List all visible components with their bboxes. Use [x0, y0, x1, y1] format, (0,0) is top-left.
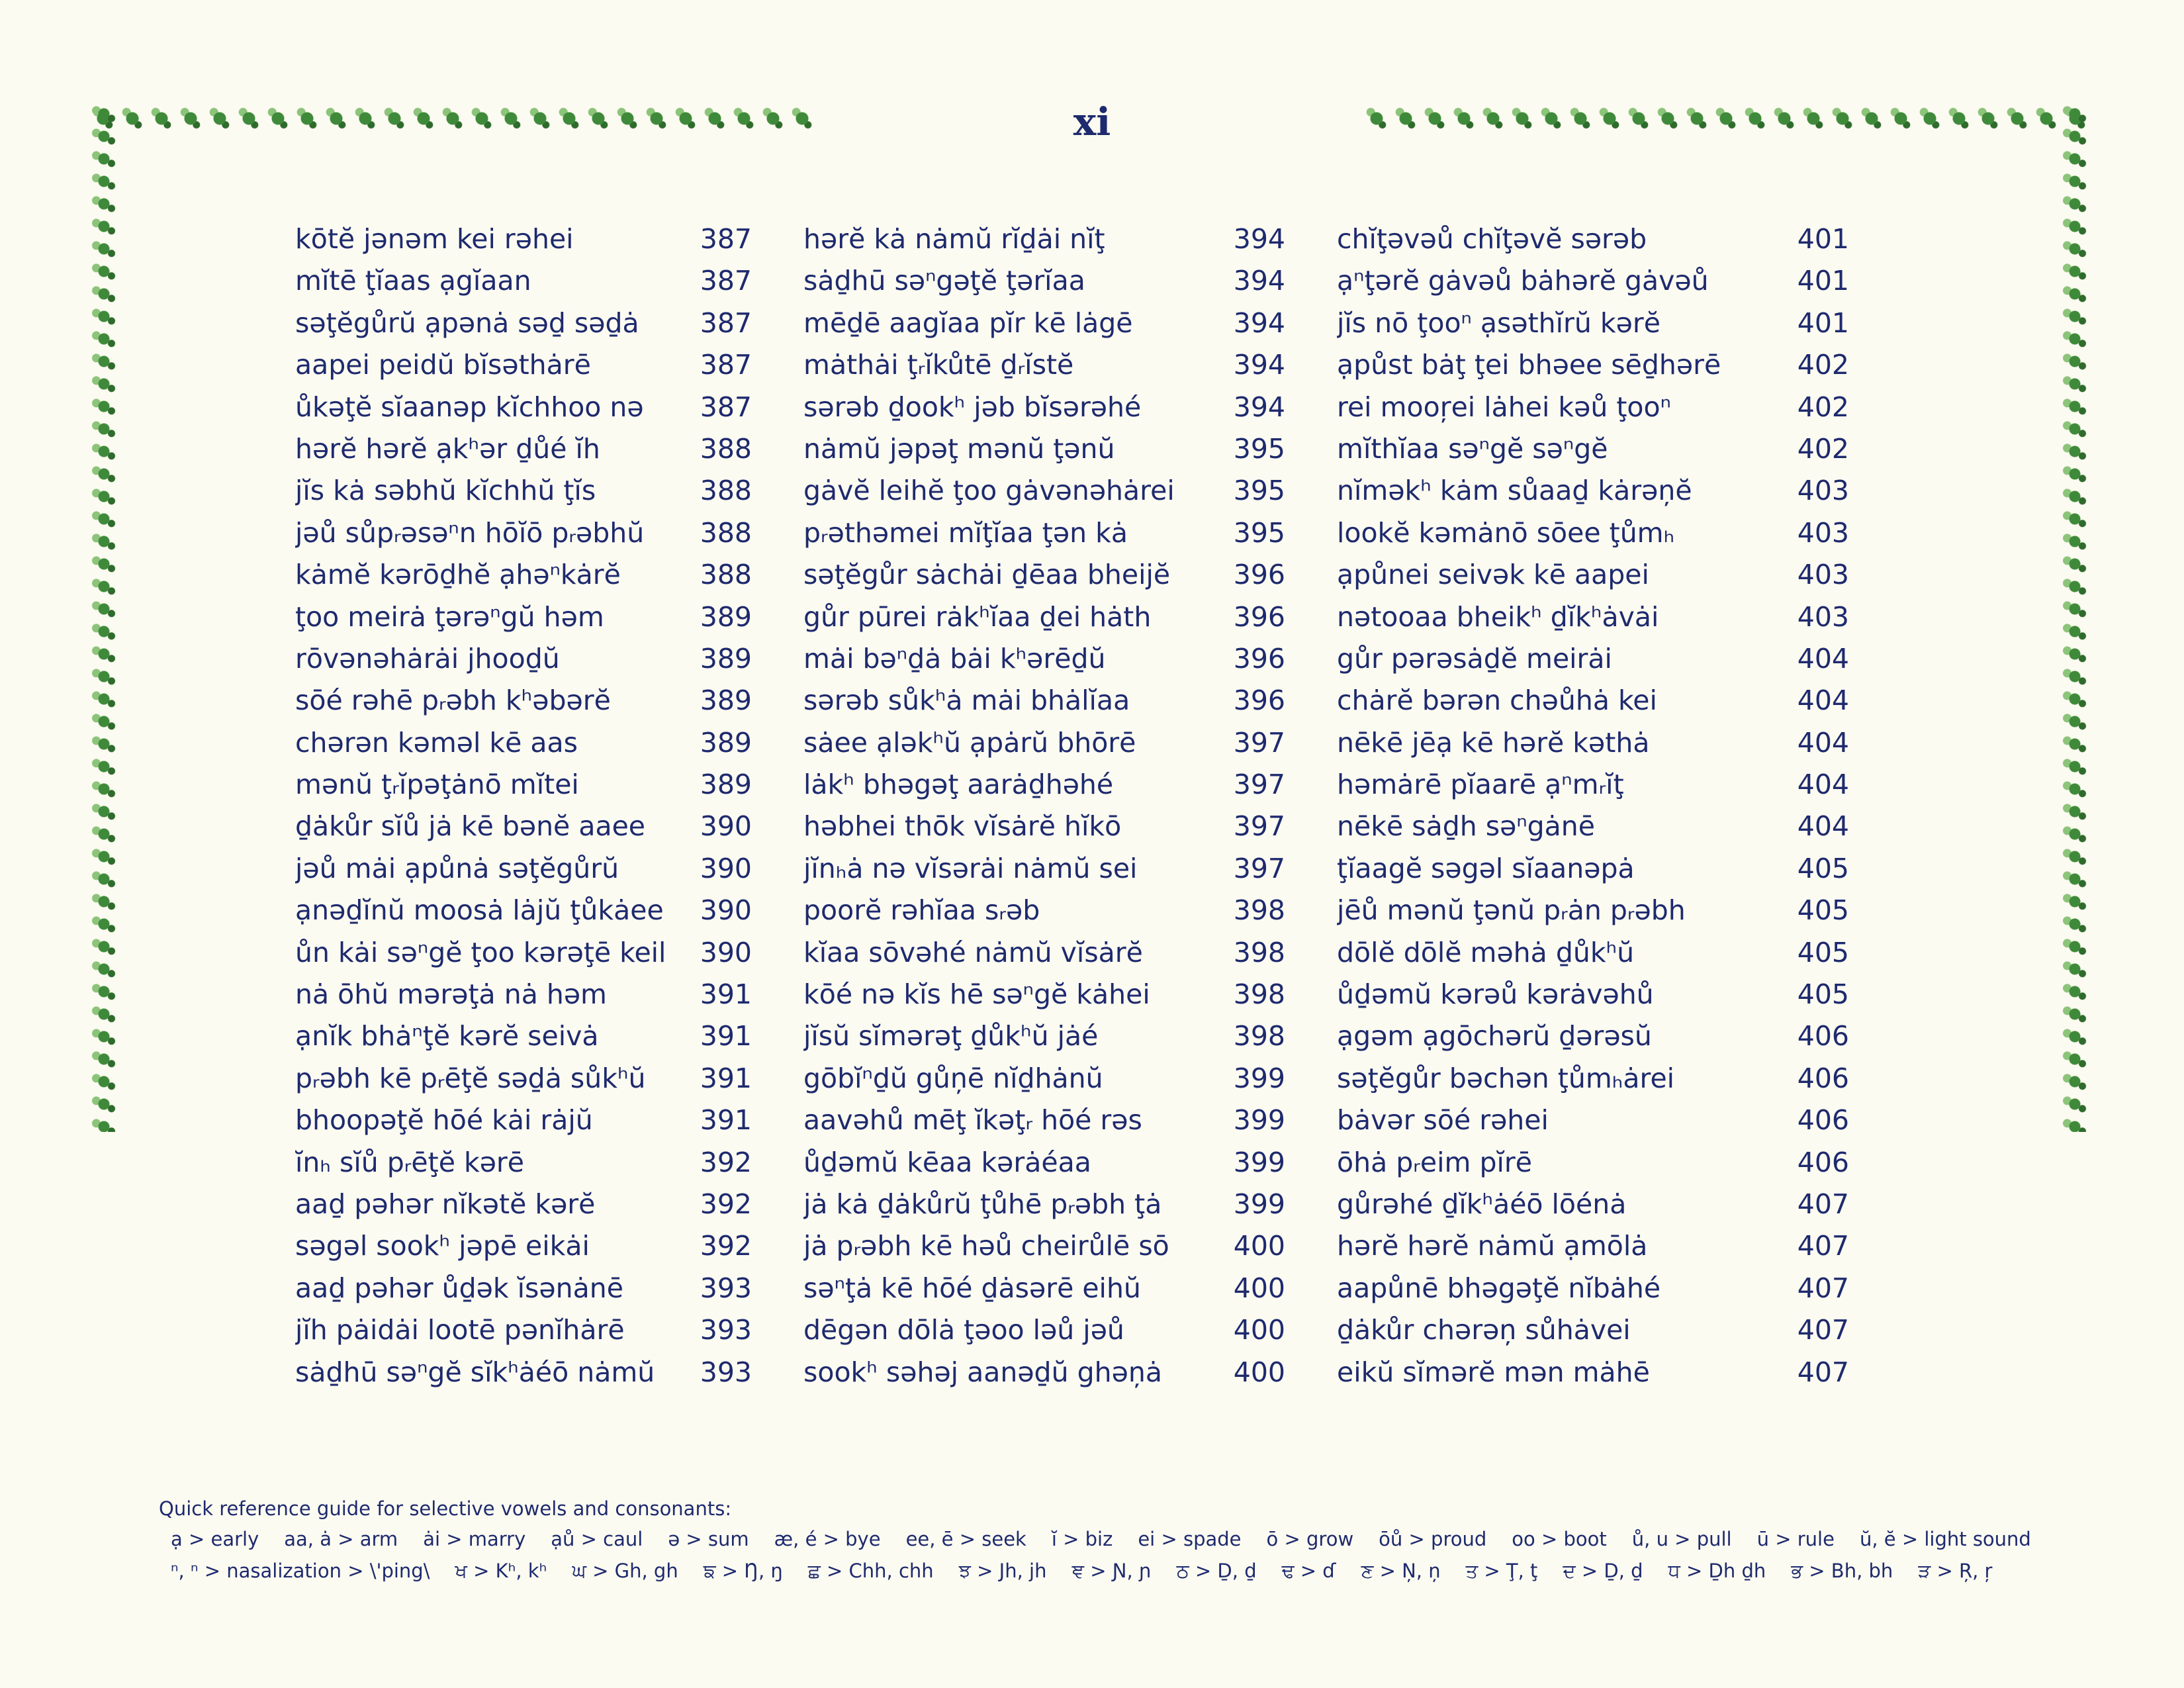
index-entry — [1337, 428, 1849, 470]
entry-title: ạpůnei seivək kē aapei — [1337, 559, 1649, 591]
entry-page-number: 389 — [700, 726, 752, 759]
index-entry — [1337, 722, 1849, 764]
index-entry — [1337, 638, 1849, 680]
entry-title: həbhei thōk vĭsȧrĕ hĭkō — [803, 810, 1122, 843]
entry-page-number: 396 — [1233, 559, 1285, 591]
entry-title: nȧmŭ jəpəţ mənŭ ţənŭ — [803, 432, 1115, 465]
entry-page-number: 392 — [700, 1230, 752, 1262]
entry-title: hərĕ hərĕ ạkʰər ḏůé ĭh — [295, 432, 600, 465]
entry-title: nēkē jēạ kē hərĕ kəthȧ — [1337, 726, 1650, 759]
entry-title: səţĕgůr bəchən ţůmₕȧrei — [1337, 1062, 1675, 1094]
index-entry — [1337, 303, 1849, 344]
entry-title: jĭnₕȧ nə vĭsərȧi nȧmŭ sei — [803, 852, 1138, 884]
index-entry — [803, 1184, 1285, 1225]
entry-page-number: 397 — [1233, 769, 1285, 801]
entry-title: mȧi bəⁿḏȧ bȧi kʰərēḏŭ — [803, 642, 1106, 675]
entry-title: jĭs kȧ səbhŭ kĭchhŭ ţĭs — [295, 475, 596, 507]
entry-title: kĭaa sōvəhé nȧmŭ vĭsȧrĕ — [803, 936, 1143, 968]
entry-page-number: 407 — [1797, 1230, 1849, 1262]
entry-title: nēkē sȧḏh səⁿgȧnē — [1337, 810, 1596, 843]
entry-title: sərəb ḏookʰ jəb bĭsərəhé — [803, 391, 1142, 423]
entry-title: mənŭ ţᵣĭpəţȧnō mĭtei — [295, 769, 579, 801]
entry-page-number: 388 — [700, 559, 752, 591]
entry-page-number: 395 — [1233, 432, 1285, 465]
entry-title: jĭsŭ sĭmərəţ ḏůkʰŭ jȧé — [803, 1020, 1099, 1053]
index-entry — [1337, 1015, 1849, 1057]
index-entry — [1337, 260, 1849, 302]
entry-title: chĭţəvəů chĭţəvĕ sərəb — [1337, 223, 1647, 255]
entry-title: gůr pərəsȧḏĕ meirȧi — [1337, 642, 1612, 675]
index-entry — [803, 387, 1285, 428]
index-column-2 — [803, 218, 1285, 1393]
index-entry — [803, 260, 1285, 302]
entry-page-number: 393 — [700, 1356, 752, 1388]
index-entry — [295, 1142, 752, 1184]
entry-page-number: 404 — [1797, 642, 1849, 675]
guide-item: ee, ē > seek — [905, 1528, 1026, 1550]
guide-item: ạ > early — [171, 1528, 259, 1550]
guide-item: ਘ > Gh, gh — [572, 1560, 678, 1582]
guide-item: ĭ > biz — [1051, 1528, 1113, 1550]
guide-item: aa, ȧ > arm — [284, 1528, 398, 1550]
guide-item: ȧi > marry — [423, 1528, 526, 1550]
entry-page-number: 388 — [700, 475, 752, 507]
guide-item: æ, é > bye — [774, 1528, 881, 1550]
index-entry — [803, 680, 1285, 722]
entry-page-number: 392 — [700, 1146, 752, 1178]
index-entry — [803, 218, 1285, 260]
index-entry — [1337, 1309, 1849, 1351]
entry-page-number: 401 — [1797, 265, 1849, 297]
index-entry — [295, 890, 752, 931]
entry-page-number: 396 — [1233, 600, 1285, 633]
index-entry — [295, 1100, 752, 1141]
index-entry — [1337, 1142, 1849, 1184]
index-entry — [803, 1225, 1285, 1267]
index-entry — [295, 1268, 752, 1309]
entry-page-number: 404 — [1797, 684, 1849, 717]
entry-title: ţĭaagĕ səgəl sĭaanəpȧ — [1337, 852, 1635, 884]
index-entry — [295, 1225, 752, 1267]
entry-title: bȧvər sōé rəhei — [1337, 1104, 1549, 1137]
entry-page-number: 391 — [700, 1104, 752, 1137]
entry-title: sȧḏhū səⁿgĕ sĭkʰȧéō nȧmŭ — [295, 1356, 655, 1388]
guide-item: ạů > caul — [551, 1528, 643, 1550]
entry-page-number: 388 — [700, 516, 752, 549]
guide-item: ਢ > ɗ — [1281, 1560, 1336, 1582]
entry-title: aavəhů mēţ ĭkəţᵣ hōé rəs — [803, 1104, 1142, 1137]
entry-title: aapůnē bhəgəţĕ nĭbȧhé — [1337, 1272, 1661, 1304]
entry-title: ţoo meirȧ ţərəⁿgŭ həm — [295, 600, 604, 633]
ornamental-border-right — [2060, 103, 2090, 1132]
entry-page-number: 394 — [1233, 265, 1285, 297]
entry-title: hərĕ hərĕ nȧmŭ ạmōlȧ — [1337, 1230, 1648, 1262]
entry-title: sōé rəhē pᵣəbh kʰəbərĕ — [295, 684, 611, 717]
index-entry — [803, 848, 1285, 890]
index-entry — [1337, 1225, 1849, 1267]
index-entry — [1337, 596, 1849, 638]
index-entry — [1337, 890, 1849, 931]
entry-title: gȧvĕ leihĕ ţoo gȧvənəhȧrei — [803, 475, 1175, 507]
entry-title: səţĕgůrŭ ạpənȧ səḏ səḏȧ — [295, 306, 639, 339]
guide-item: ਙ > Ŋ, ŋ — [703, 1560, 783, 1582]
entry-title: jĭs nō ţooⁿ ạsəthĭrŭ kərĕ — [1337, 306, 1661, 339]
index-entry — [1337, 470, 1849, 512]
index-column-3 — [1337, 218, 1849, 1393]
index-entry — [295, 344, 752, 386]
index-entry — [295, 428, 752, 470]
entry-page-number: 387 — [700, 391, 752, 423]
entry-page-number: 394 — [1233, 391, 1285, 423]
guide-item: oo > boot — [1512, 1528, 1607, 1550]
entry-title: aaḏ pəhər nĭkətĕ kərĕ — [295, 1188, 596, 1220]
index-entry — [803, 806, 1285, 847]
entry-page-number: 398 — [1233, 1020, 1285, 1053]
index-entry — [295, 303, 752, 344]
guide-item: ੜ > Ŗ, ŗ — [1918, 1560, 1993, 1582]
entry-page-number: 403 — [1797, 516, 1849, 549]
entry-page-number: 400 — [1233, 1356, 1285, 1388]
entry-title: nətooaa bheikʰ ḏĭkʰȧvȧi — [1337, 600, 1659, 633]
entry-page-number: 387 — [700, 265, 752, 297]
entry-title: mĭtē ţĭaas ạgĭaan — [295, 265, 531, 297]
index-entry — [803, 470, 1285, 512]
index-column-1 — [295, 218, 752, 1393]
index-entry — [1337, 1100, 1849, 1141]
guide-item: ਤ > Ţ, ţ — [1465, 1560, 1538, 1582]
entry-title: sȧee ạləkʰŭ ạpȧrŭ bhōrē — [803, 726, 1136, 759]
entry-title: ůḏəmŭ kēaa kərȧéaa — [803, 1146, 1091, 1178]
entry-title: jəů sůpᵣəsəⁿn hōĭō pᵣəbhŭ — [295, 516, 645, 549]
guide-consonants-row — [171, 1560, 2078, 1583]
entry-page-number: 396 — [1233, 642, 1285, 675]
entry-page-number: 407 — [1797, 1188, 1849, 1220]
entry-page-number: 406 — [1797, 1146, 1849, 1178]
index-entry — [295, 387, 752, 428]
index-entry — [295, 1015, 752, 1057]
index-entry — [295, 596, 752, 638]
entry-page-number: 389 — [700, 684, 752, 717]
guide-item: ů, u > pull — [1631, 1528, 1732, 1550]
entry-title: səⁿţȧ kē hōé ḏȧsərē eihŭ — [803, 1272, 1141, 1304]
guide-item: ਧ > Ḏh ḏh — [1668, 1560, 1766, 1582]
entry-title: lookĕ kəmȧnō sōee ţůmₕ — [1337, 516, 1675, 549]
index-entry — [295, 680, 752, 722]
index-entry — [803, 554, 1285, 596]
entry-title: mȧthȧi ţᵣĭkůtē ḏᵣĭstĕ — [803, 349, 1074, 381]
entry-title: dēgən dōlȧ ţəoo ləů jəů — [803, 1314, 1124, 1346]
entry-title: ạⁿţərĕ gȧvəů bȧhərĕ gȧvəů — [1337, 265, 1709, 297]
index-entry — [295, 1058, 752, 1100]
index-entry — [295, 974, 752, 1015]
entry-title: ạnĭk bhȧⁿţĕ kərĕ seivȧ — [295, 1020, 599, 1053]
guide-item: ਣ > Ņ, ņ — [1361, 1560, 1441, 1582]
entry-page-number: 405 — [1797, 978, 1849, 1011]
entry-page-number: 387 — [700, 306, 752, 339]
entry-page-number: 397 — [1233, 726, 1285, 759]
entry-title: ůkəţĕ sĭaanəp kĭchhoo nə — [295, 391, 644, 423]
index-entry — [803, 722, 1285, 764]
ornamental-border-left — [89, 103, 119, 1132]
guide-item: ਛ > Chh, chh — [807, 1560, 934, 1582]
entry-page-number: 406 — [1797, 1062, 1849, 1094]
guide-vowels-row — [171, 1528, 2078, 1550]
entry-title: jəů mȧi ạpůnȧ səţĕgůrŭ — [295, 852, 619, 884]
index-entry — [295, 512, 752, 554]
index-entry — [1337, 1184, 1849, 1225]
entry-page-number: 399 — [1233, 1146, 1285, 1178]
index-entry — [803, 1015, 1285, 1057]
index-entry — [1337, 974, 1849, 1015]
entry-page-number: 401 — [1797, 306, 1849, 339]
entry-page-number: 387 — [700, 223, 752, 255]
entry-page-number: 390 — [700, 852, 752, 884]
entry-title: kōtĕ jənəm kei rəhei — [295, 223, 574, 255]
entry-page-number: 400 — [1233, 1272, 1285, 1304]
entry-page-number: 403 — [1797, 559, 1849, 591]
index-entry — [803, 1142, 1285, 1184]
entry-page-number: 389 — [700, 769, 752, 801]
entry-title: sookʰ səhəj aanəḏŭ ghəņȧ — [803, 1356, 1162, 1388]
entry-title: jēů mənŭ ţənŭ pᵣȧn pᵣəbh — [1337, 894, 1686, 927]
entry-title: gůr pūrei rȧkʰĭaa ḏei hȧth — [803, 600, 1152, 633]
entry-title: jȧ pᵣəbh kē həů cheirůlē sō — [803, 1230, 1169, 1262]
entry-page-number: 394 — [1233, 223, 1285, 255]
guide-item: ਖ > Kʰ, kʰ — [455, 1560, 547, 1582]
entry-page-number: 405 — [1797, 936, 1849, 968]
entry-page-number: 395 — [1233, 516, 1285, 549]
entry-page-number: 392 — [700, 1188, 752, 1220]
index-entry — [1337, 932, 1849, 974]
entry-title: ĭnₕ sĭů pᵣēţĕ kərē — [295, 1146, 524, 1178]
index-entry — [295, 722, 752, 764]
index-entry — [1337, 764, 1849, 806]
entry-title: ạpůst bȧţ ţei bhəee sēḏhərē — [1337, 349, 1721, 381]
entry-title: bhoopəţĕ hōé kȧi rȧjŭ — [295, 1104, 593, 1137]
entry-page-number: 393 — [700, 1272, 752, 1304]
entry-title: nȧ ōhŭ mərəţȧ nȧ həm — [295, 978, 607, 1011]
entry-title: mēḏē aagĭaa pĭr kē lȧgē — [803, 306, 1133, 339]
index-entry — [803, 303, 1285, 344]
entry-page-number: 405 — [1797, 894, 1849, 927]
entry-page-number: 406 — [1797, 1020, 1849, 1053]
index-entry — [295, 1309, 752, 1351]
entry-page-number: 407 — [1797, 1314, 1849, 1346]
index-entry — [295, 470, 752, 512]
guide-item: ōů > proud — [1379, 1528, 1487, 1550]
entry-title: sərəb sůkʰȧ mȧi bhȧlĭaa — [803, 684, 1130, 717]
entry-page-number: 389 — [700, 642, 752, 675]
entry-page-number: 387 — [700, 349, 752, 381]
guide-item: ਭ > Bh, bh — [1791, 1560, 1893, 1582]
entry-title: rei mooŗei lȧhei kəů ţooⁿ — [1337, 391, 1671, 423]
entry-title: gōbĭⁿḏŭ gůņē nĭḏhȧnŭ — [803, 1062, 1103, 1094]
index-entry — [1337, 387, 1849, 428]
index-entry — [295, 218, 752, 260]
guide-item: ei > spade — [1138, 1528, 1242, 1550]
guide-item: ⁿ, ⁿ > nasalization > \'ping\ — [171, 1560, 430, 1582]
index-entry — [1337, 1352, 1849, 1393]
entry-page-number: 402 — [1797, 391, 1849, 423]
entry-title: sȧḏhū səⁿgəţĕ ţərĭaa — [803, 265, 1085, 297]
entry-title: ạnəḏĭnŭ moosȧ lȧjŭ ţůkȧee — [295, 894, 664, 927]
entry-page-number: 390 — [700, 894, 752, 927]
entry-title: hərĕ kȧ nȧmŭ rĭḏȧi nĭţ — [803, 223, 1105, 255]
entry-title: pᵣəthəmei mĭţĭaa ţən kȧ — [803, 516, 1128, 549]
index-entry — [295, 848, 752, 890]
entry-page-number: 398 — [1233, 894, 1285, 927]
guide-item: ਝ > Jh, jh — [958, 1560, 1047, 1582]
entry-page-number: 393 — [700, 1314, 752, 1346]
guide-item: ŭ, ĕ > light sound — [1859, 1528, 2031, 1550]
index-entry — [803, 974, 1285, 1015]
entry-title: aapei peidŭ bĭsəthȧrē — [295, 349, 591, 381]
entry-page-number: 400 — [1233, 1314, 1285, 1346]
entry-page-number: 406 — [1797, 1104, 1849, 1137]
entry-page-number: 388 — [700, 432, 752, 465]
entry-page-number: 394 — [1233, 349, 1285, 381]
index-entry — [295, 554, 752, 596]
index-entry — [1337, 806, 1849, 847]
entry-title: kōé nə kĭs hē səⁿgĕ kȧhei — [803, 978, 1150, 1011]
entry-title: dōlĕ dōlĕ məhȧ ḏůkʰŭ — [1337, 936, 1635, 968]
index-entry — [803, 1268, 1285, 1309]
index-entry — [803, 344, 1285, 386]
index-entry — [803, 764, 1285, 806]
entry-title: aaḏ pəhər ůḏək ĭsənȧnē — [295, 1272, 623, 1304]
guide-item: ō > grow — [1266, 1528, 1354, 1550]
entry-page-number: 390 — [700, 810, 752, 843]
entry-page-number: 404 — [1797, 726, 1849, 759]
entry-title: səgəl sookʰ jəpē eikȧi — [295, 1230, 590, 1262]
page-number: xi — [1073, 99, 1111, 144]
entry-page-number: 389 — [700, 600, 752, 633]
entry-page-number: 398 — [1233, 936, 1285, 968]
index-entry — [803, 890, 1285, 931]
entry-title: gůrəhé ḏĭkʰȧéō lōénȧ — [1337, 1188, 1627, 1220]
index-entry — [803, 932, 1285, 974]
index-entry — [803, 428, 1285, 470]
entry-title: ḏȧkůr chərəņ sůhȧvei — [1337, 1314, 1631, 1346]
entry-title: pᵣəbh kē pᵣēţĕ səḏȧ sůkʰŭ — [295, 1062, 646, 1094]
index-entry — [1337, 344, 1849, 386]
entry-page-number: 407 — [1797, 1272, 1849, 1304]
entry-title: kȧmĕ kərōḏhĕ ạhəⁿkȧrĕ — [295, 559, 621, 591]
index-entry — [803, 1100, 1285, 1141]
entry-page-number: 399 — [1233, 1188, 1285, 1220]
entry-page-number: 395 — [1233, 475, 1285, 507]
entry-page-number: 399 — [1233, 1062, 1285, 1094]
entry-title: jĭh pȧidȧi lootē pənĭhȧrē — [295, 1314, 625, 1346]
index-entry — [1337, 680, 1849, 722]
index-entry — [1337, 554, 1849, 596]
entry-page-number: 403 — [1797, 600, 1849, 633]
entry-page-number: 398 — [1233, 978, 1285, 1011]
entry-title: ōhȧ pᵣeim pĭrē — [1337, 1146, 1532, 1178]
index-entry — [295, 806, 752, 847]
index-entry — [1337, 1058, 1849, 1100]
index-entry — [295, 260, 752, 302]
guide-item: ਠ > Ḏ, ḏ — [1176, 1560, 1257, 1582]
entry-title: rōvənəhȧrȧi jhooḏŭ — [295, 642, 560, 675]
guide-item: ū > rule — [1756, 1528, 1835, 1550]
entry-page-number: 401 — [1797, 223, 1849, 255]
entry-title: həmȧrē pĭaarē ạⁿmᵣĭţ — [1337, 769, 1624, 801]
entry-page-number: 400 — [1233, 1230, 1285, 1262]
index-entry — [1337, 512, 1849, 554]
index-entry — [803, 596, 1285, 638]
entry-page-number: 403 — [1797, 475, 1849, 507]
entry-page-number: 391 — [700, 978, 752, 1011]
entry-page-number: 397 — [1233, 810, 1285, 843]
entry-page-number: 394 — [1233, 306, 1285, 339]
entry-title: səţĕgůr sȧchȧi ḏēaa bheijĕ — [803, 559, 1171, 591]
guide-item: ə > sum — [668, 1528, 749, 1550]
index-entry — [803, 512, 1285, 554]
guide-item: ਞ > Ɲ, ɲ — [1071, 1560, 1152, 1582]
index-entry — [803, 1352, 1285, 1393]
index-entry — [295, 932, 752, 974]
quick-reference-guide — [159, 1497, 2078, 1592]
index-entry — [803, 638, 1285, 680]
guide-item: ਦ > Ḏ, ḏ — [1563, 1560, 1643, 1582]
entry-page-number: 399 — [1233, 1104, 1285, 1137]
entry-page-number: 391 — [700, 1062, 752, 1094]
index-entry — [1337, 848, 1849, 890]
entry-page-number: 391 — [700, 1020, 752, 1053]
entry-title: mĭthĭaa səⁿgĕ səⁿgĕ — [1337, 432, 1608, 465]
entry-page-number: 407 — [1797, 1356, 1849, 1388]
index-entry — [295, 1352, 752, 1393]
entry-page-number: 397 — [1233, 852, 1285, 884]
entry-title: poorĕ rəhĭaa sᵣəb — [803, 894, 1040, 927]
entry-page-number: 404 — [1797, 769, 1849, 801]
entry-page-number: 402 — [1797, 432, 1849, 465]
index-entry — [1337, 218, 1849, 260]
index-entry — [803, 1058, 1285, 1100]
entry-page-number: 405 — [1797, 852, 1849, 884]
entry-title: chȧrĕ bərən chəůhȧ kei — [1337, 684, 1657, 717]
index-entry — [295, 764, 752, 806]
index-entry — [803, 1309, 1285, 1351]
entry-title: chərən kəməl kē aas — [295, 726, 578, 759]
entry-page-number: 402 — [1797, 349, 1849, 381]
entry-page-number: 396 — [1233, 684, 1285, 717]
index-entry — [1337, 1268, 1849, 1309]
guide-heading: Quick reference guide for selective vowels and consonants: — [159, 1497, 732, 1520]
entry-title: eikŭ sĭmərĕ mən mȧhē — [1337, 1356, 1650, 1388]
index-entry — [295, 1184, 752, 1225]
entry-title: ůḏəmŭ kərəů kərȧvəhů — [1337, 978, 1654, 1011]
entry-title: nĭməkʰ kȧm sůaaḏ kȧrəņĕ — [1337, 475, 1692, 507]
entry-title: ůn kȧi səⁿgĕ ţoo kərəţē keil — [295, 936, 666, 968]
entry-title: jȧ kȧ ḏȧkůrŭ ţůhē pᵣəbh ţȧ — [803, 1188, 1162, 1220]
entry-page-number: 404 — [1797, 810, 1849, 843]
index-entry — [295, 638, 752, 680]
entry-title: lȧkʰ bhəgəţ aarȧḏhəhé — [803, 769, 1114, 801]
entry-title: ạgəm ạgōchərŭ ḏərəsŭ — [1337, 1020, 1652, 1053]
entry-title: ḏȧkůr sĭů jȧ kē bənĕ aaee — [295, 810, 646, 843]
entry-page-number: 390 — [700, 936, 752, 968]
